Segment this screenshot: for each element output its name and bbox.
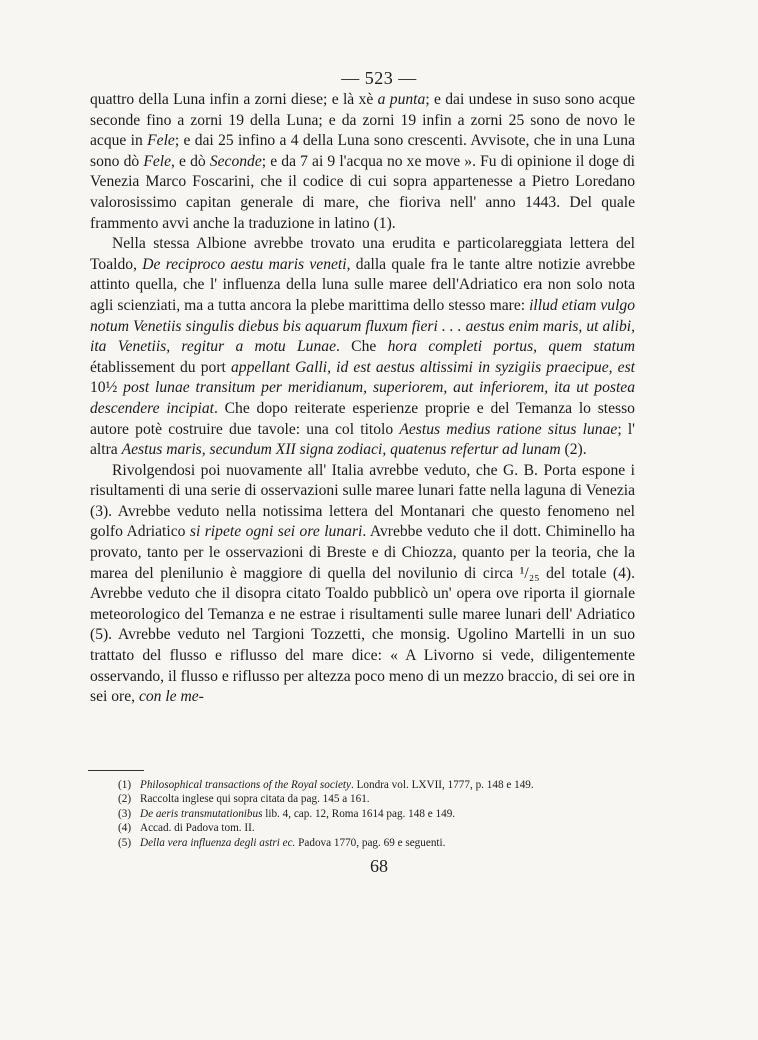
footnote-text: Della vera influenza degli astri ec. Padova 1770, pag. 69 e seguenti. — [140, 836, 446, 849]
footnote-4 — [118, 821, 628, 835]
footnote-number: (3) — [118, 807, 132, 820]
footnote-number: (4) — [118, 822, 132, 835]
paragraph-2: Nella stessa Albione avrebbe trovato una erudita e particolareggiata lettera del Toaldo, De reciproco aestu maris veneti, dalla quale fra le tante altre notizie avrebbe attinto quella, che l' influenza della luna sulle maree dell'Adriatico era non solo nota agli scienziati, ma a tutta ancora la plebe marittima dello stesso mare: illud etiam vulgo notum Venetiis singulis diebus bis aquarum fluxum fieri . . . aestus enim maris, ut alibi, ita Venetiis, regitur a motu Lunae. Che hora completi portus, quem statum établissement du port appellant Galli, id est aestus altissimi in syzigiis praecipue, est 10½ post lunae transitum per meridianum, superiorem, aut inferiorem, ita ut postea descendere incipiat. Che dopo reiterate esperienze proprie e del Temanza lo stesso autore potè costruire due tavole: una col titolo Aestus medius ratione situs lunae; l' altra Aestus maris, secundum XII signa zodiaci, quatenus refertur ad lunam (2). — [90, 235, 636, 459]
footnote-divider — [88, 770, 144, 771]
signature-mark: 68 — [370, 856, 388, 876]
footnote-text: Philosophical transactions of the Royal society. Londra vol. LXVII, 1777, p. 148 e 149. — [140, 779, 534, 791]
footnote-number: (2) — [118, 793, 132, 806]
body-text — [90, 90, 635, 708]
footnote-5 — [118, 836, 628, 850]
footnote-number: (1) — [118, 779, 132, 791]
footnote-2 — [118, 792, 628, 806]
page-number: — 523 — — [341, 68, 417, 88]
footnote-1 — [118, 778, 628, 792]
footnote-number: (5) — [118, 836, 132, 849]
footnote-text: Raccolta inglese qui sopra citata da pag. 145 a 161. — [140, 793, 370, 806]
footnote-text: Accad. di Padova tom. II. — [140, 822, 255, 835]
footnote-3 — [118, 807, 628, 821]
paragraph-1: quattro della Luna infin a zorni diese; e là xè a punta; e dai undese in suso sono acque seconde fino a zorni 19 della Luna; e da zorni 19 infin a zorni 25 sono de novo le acque in Fele; e dai 25 infino a 4 della Luna sono crescenti. Avvisote, che in una Luna sono dò Fele, e dò Seconde; e da 7 ai 9 l'acqua no xe move ». Fu di opinione il doge di Venezia Marco Foscarini, che il codice di cui sopra appartenesse a Pietro Loredano valorosissimo capitan generale di mare, che fioriva nell' anno 1443. Del quale frammento avvi anche la traduzione in latino (1). — [90, 91, 636, 232]
paragraph-3: Rivolgendosi poi nuovamente all' Italia avrebbe veduto, che G. B. Porta espone i risultamenti di una serie di osservazioni sulle maree lunari fatte nella laguna di Venezia (3). Avrebbe veduto nella notissima lettera del Montanari che questo fenomeno nel golfo Adriatico si ripete ogni sei ore lunari. Avrebbe veduto che il dott. Chiminello ha provato, tanto per le osservazioni di Breste e di Chiozza, quanto per la teoria, che la marea del plenilunio è maggiore di quella del novilunio di circa ¹/₂₅ del totale (4). Avrebbe veduto che il disopra citato Toaldo pubblicò un' opera ove riporta il giornale meteorologico del Temanza e ne estrae i risultamenti sulle maree lunari dell' Adriatico (5). Avrebbe veduto nel Targioni Tozzetti, che monsig. Ugolino Martelli in un suo trattato del flusso e riflusso del mare dice: « A Livorno si vede, diligentemente osservando, il flusso e riflusso per altezza poco meno di un mezzo braccio, di sei ore in sei ore, con le me- — [90, 461, 635, 706]
footnote-text: De aeris transmutationibus lib. 4, cap. 12, Roma 1614 pag. 148 e 149. — [140, 807, 456, 820]
footnotes — [118, 778, 628, 850]
